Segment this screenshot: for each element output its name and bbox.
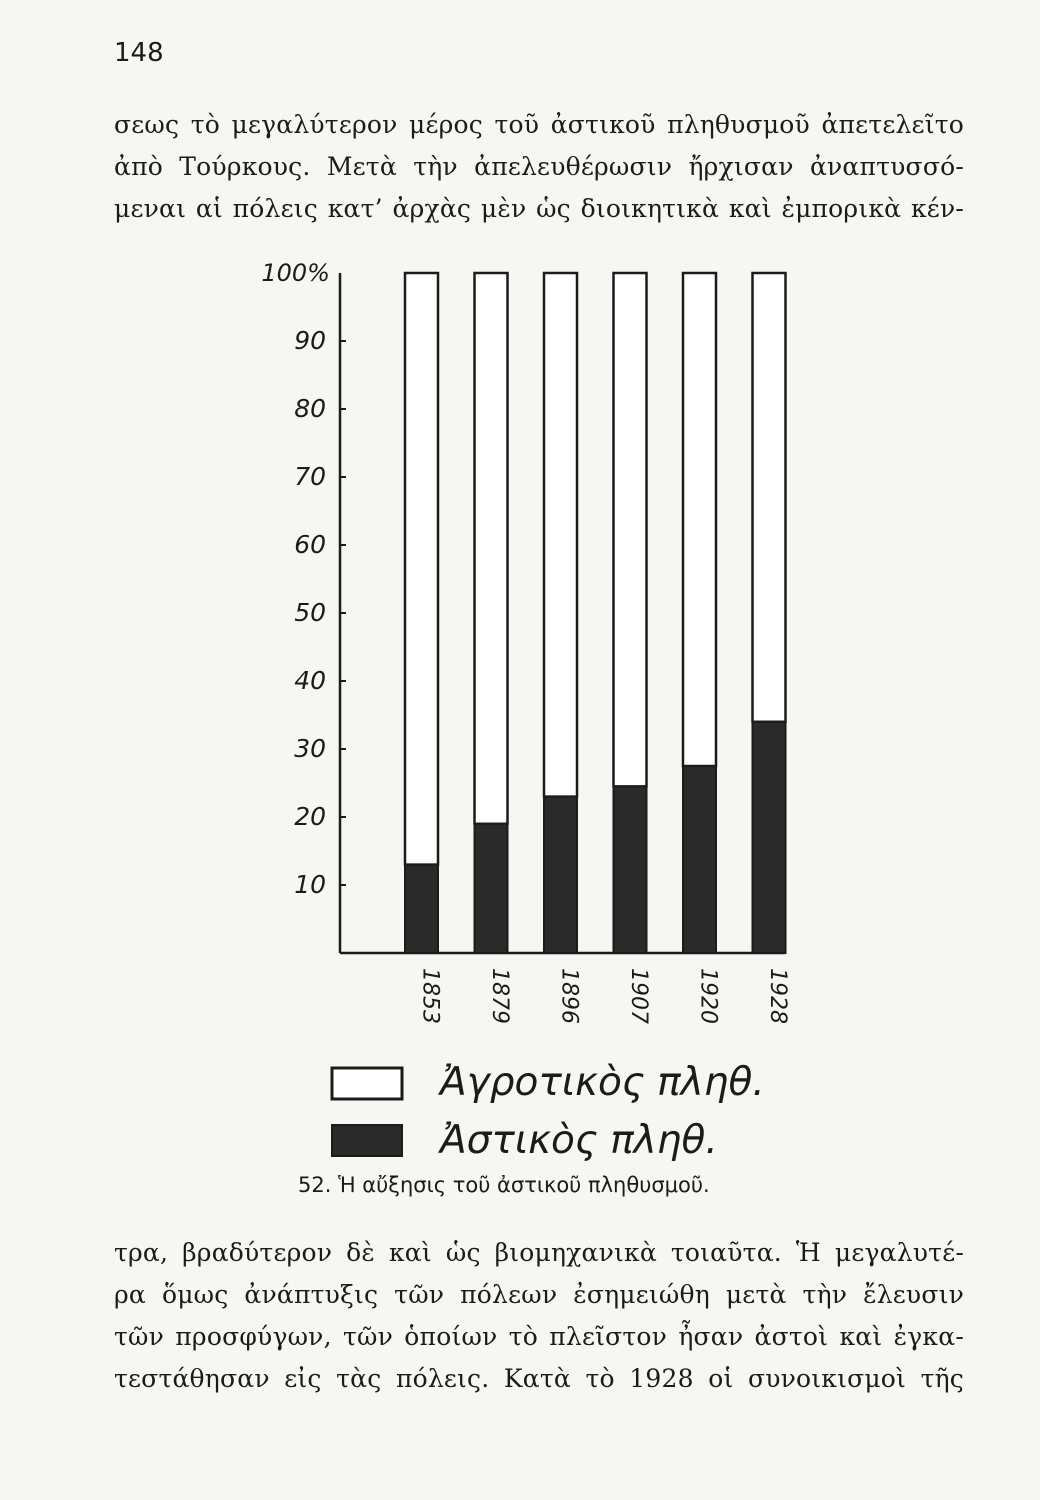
bar-rural-segment <box>544 273 577 797</box>
y-tick-label: 10 <box>294 870 326 899</box>
bar-urban-segment <box>614 786 647 953</box>
x-tick-label: 1928 <box>765 968 790 1024</box>
y-tick-label: 70 <box>294 462 326 491</box>
bar-urban-segment <box>683 766 716 953</box>
x-tick-label: 1853 <box>417 968 443 1024</box>
y-tick-label: 90 <box>294 326 326 355</box>
figure-caption: 52. Ἡ αὔξησις τοῦ ἀστικοῦ πληθυσμοῦ. <box>298 1173 710 1197</box>
bar-rural-segment <box>475 273 508 824</box>
text-line: ρα ὅμως ἀνάπτυξις τῶν πόλεων ἐσημειώθη μετὰ τὴν ἔλευσιν <box>114 1280 964 1309</box>
text-line: ἀπὸ Τούρκους. Μετὰ τὴν ἀπελευθέρωσιν ἤρχισαν ἀναπτυσσό- <box>114 152 964 181</box>
bar-rural-segment <box>405 273 438 865</box>
bar-urban-segment <box>753 722 786 953</box>
y-tick-label: 50 <box>294 598 326 627</box>
bar-urban-segment <box>544 797 577 953</box>
y-tick-label: 60 <box>294 530 326 559</box>
bar-rural-segment <box>683 273 716 766</box>
y-tick-label: 80 <box>294 394 326 423</box>
legend-label-urban: Ἀστικὸς πληθ. <box>440 1118 718 1163</box>
x-tick-label: 1879 <box>487 968 512 1024</box>
legend-label-rural: Ἀγροτικὸς πληθ. <box>440 1060 765 1105</box>
text-line: τῶν προσφύγων, τῶν ὁποίων τὸ πλεῖστον ἦσαν ἀστοὶ καὶ ἐγκα- <box>114 1322 964 1351</box>
page-number: 148 <box>114 38 164 68</box>
text-line: τεστάθησαν εἰς τὰς πόλεις. Κατὰ τὸ 1928 οἱ συνοικισμοὶ τῆς <box>114 1364 964 1393</box>
y-tick-label: 100% <box>261 259 330 287</box>
text-line: μεναι αἱ πόλεις κατ’ ἀρχὰς μὲν ὡς διοικητικὰ καὶ ἐμπορικὰ κέν- <box>114 194 964 223</box>
bar-rural-segment <box>614 273 647 786</box>
x-tick-label: 1920 <box>695 968 721 1024</box>
bar-rural-segment <box>753 273 786 722</box>
legend-swatch-rural <box>332 1068 402 1099</box>
text-line: σεως τὸ μεγαλύτερον μέρος τοῦ ἀστικοῦ πληθυσμοῦ ἀπετελεῖτο <box>114 110 964 139</box>
x-tick-label: 1896 <box>556 968 582 1024</box>
x-tick-label: 1907 <box>626 968 651 1024</box>
bar-urban-segment <box>405 865 438 953</box>
text-line: τρα, βραδύτερον δὲ καὶ ὡς βιομηχανικὰ τοιαῦτα. Ἡ μεγαλυτέ- <box>114 1238 964 1267</box>
y-tick-label: 30 <box>294 734 326 763</box>
y-tick-label: 40 <box>294 666 326 695</box>
legend-swatch-urban <box>332 1125 402 1156</box>
y-tick-label: 20 <box>294 802 326 831</box>
bar-urban-segment <box>475 824 508 953</box>
paragraph-bottom <box>114 1232 964 1400</box>
